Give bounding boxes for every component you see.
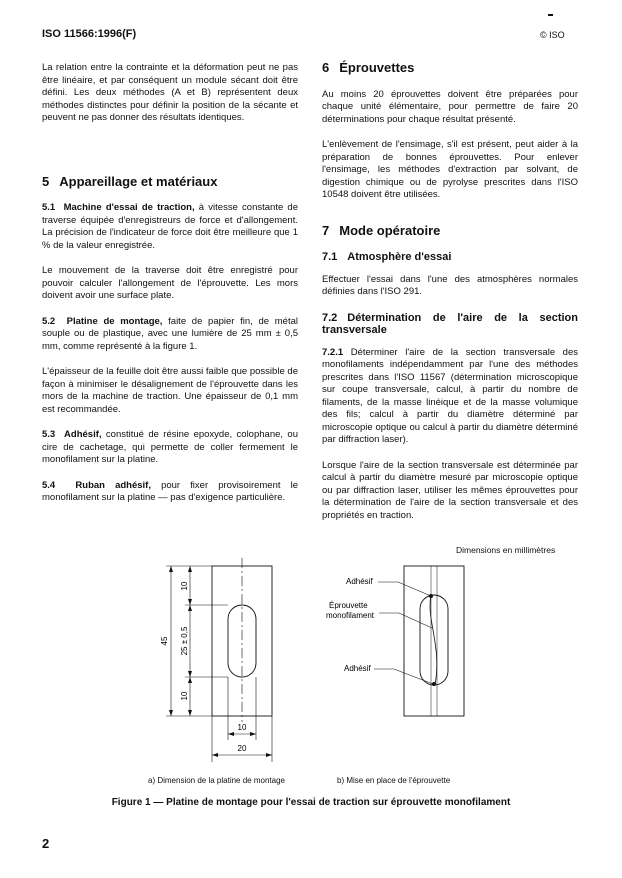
section-5-2-p2: L'épaisseur de la feuille doit être aussi faible que possible de façon à minimiser le désalignement de l'éprouvette dans les mors de la machine de traction. Une épaisseur de 0,1 mm est recommandée.	[42, 366, 298, 415]
section-7-2-heading: 7.2 Détermination de l'aire de la section transversale	[322, 311, 578, 336]
dim-inner-width: 10	[237, 723, 247, 732]
dim-top: 10	[180, 581, 189, 591]
plate-diagram-b	[374, 566, 464, 716]
dim-slot: 25 ± 0,5	[180, 626, 189, 656]
standard-id: ISO 11566:1996(F)	[42, 28, 137, 40]
section-7-1-text: Effectuer l'essai dans l'une des atmosphères normales définies dans l'ISO 291.	[322, 273, 578, 297]
adhesive-dot-top	[429, 594, 433, 598]
section-5-4: 5.4 Ruban adhésif, pour fixer provisoirement le monofilament sur la platine — pas d'exigence particulière.	[42, 479, 299, 503]
section-6-p1: Au moins 20 éprouvettes doivent être préparées pour chaque unité élémentaire, pour permettre de faire 20 déterminations pour chaque résultat présenté.	[322, 88, 578, 125]
adhesive-dot-bottom	[432, 682, 436, 686]
section-7-2-1-p2: Lorsque l'aire de la section transversale est déterminée par calcul à partir du diamètre mesuré par microscopie optique ou par diffraction laser, utiliser les mêmes éprouvettes pour la détermination de l'aire de la section transversale et des propriétés en traction.	[322, 459, 578, 521]
section-5-3: 5.3 Adhésif, constitué de résine epoxyde, colophane, ou cire de cachetage, qui permette de coller fermement le monofilament sur la platine.	[42, 429, 298, 465]
section-7-heading: 7 Mode opératoire	[322, 222, 441, 238]
right-column	[322, 62, 578, 535]
dimension-units-note: Dimensions en millimètres	[456, 545, 556, 555]
section-6-p2: L'enlèvement de l'ensimage, s'il est présent, peut aider à la préparation de bonnes éprouvettes. Pour enlever l'ensimage, les méthodes d'extraction par solvant, de digestion chimique ou de pyrolyse prescrites dans l'ISO 10548 doivent être utilisées.	[322, 139, 578, 200]
figure-1-drawing	[0, 550, 622, 780]
copyright-org: © ISO	[540, 30, 565, 40]
section-5-1: 5.1 Machine d'essai de traction, à vitesse constante de traverse équipée d'enregistreurs de force et d'allongement. La précision de l'indicateur de force doit être meilleure que 1 % de la valeur enregistrée.	[42, 202, 299, 251]
caption-part-a: a) Dimension de la platine de montage	[148, 776, 285, 785]
caption-part-b: b) Mise en place de l'éprouvette	[337, 776, 451, 785]
dim-bottom: 10	[180, 691, 189, 701]
section-7-2-1: 7.2.1 Déterminer l'aire de la section transversale des monofilaments indépendamment par l'une des méthodes prescrites dans l'ISO 11567 (détermination microscopique sur coupe transversale, calcul, à partir du nombre de filaments, de la masse linéique et de la masse volumique des fils; calcul à partir du diamètre déterminé par microscopie optique ou calcul à partir du diamètre déterminé par diffraction laser).	[322, 346, 578, 445]
slot-outline-b	[420, 595, 448, 685]
figure-title: Figure 1 — Platine de montage pour l'essai de traction sur éprouvette monofilament	[111, 797, 511, 808]
label-eprouvette-2: monofilament	[326, 611, 375, 620]
dim-outer-width: 20	[237, 744, 247, 753]
section-5-heading: 5 Appareillage et matériaux	[42, 173, 218, 189]
label-eprouvette-1: Éprouvette	[329, 601, 368, 610]
intro-paragraph: La relation entre la contrainte et la déformation peut ne pas être linéaire, et par conséquent un module sécant doit être défini. Les deux méthodes (A et B) représentent deux méthodes distinctes pour définir la position de la sécante et peuvent ne pas donner des résultats identiques.	[42, 62, 298, 123]
section-7-1-heading: 7.1 Atmosphère d'essai	[322, 251, 452, 263]
dimension-arrows	[169, 566, 272, 757]
section-5-1-p2: Le mouvement de la traverse doit être enregistré pour pouvoir calculer l'allongement de l'éprouvette. Les mors doivent avoir une surface plate.	[42, 265, 298, 301]
page-number: 2	[42, 836, 50, 851]
label-adhesif-bottom: Adhésif	[344, 664, 371, 673]
section-6-heading: 6 Éprouvettes	[322, 60, 415, 75]
left-column	[42, 62, 298, 518]
section-5-2: 5.2 Platine de montage, faite de papier fin, de métal souple ou de plastique, avec une lumière de 25 mm ± 0,5 mm, comme représenté à la figure 1.	[42, 315, 298, 352]
label-adhesif-top: Adhésif	[346, 577, 373, 586]
header-mark	[548, 14, 553, 16]
dim-total: 45	[160, 636, 169, 646]
